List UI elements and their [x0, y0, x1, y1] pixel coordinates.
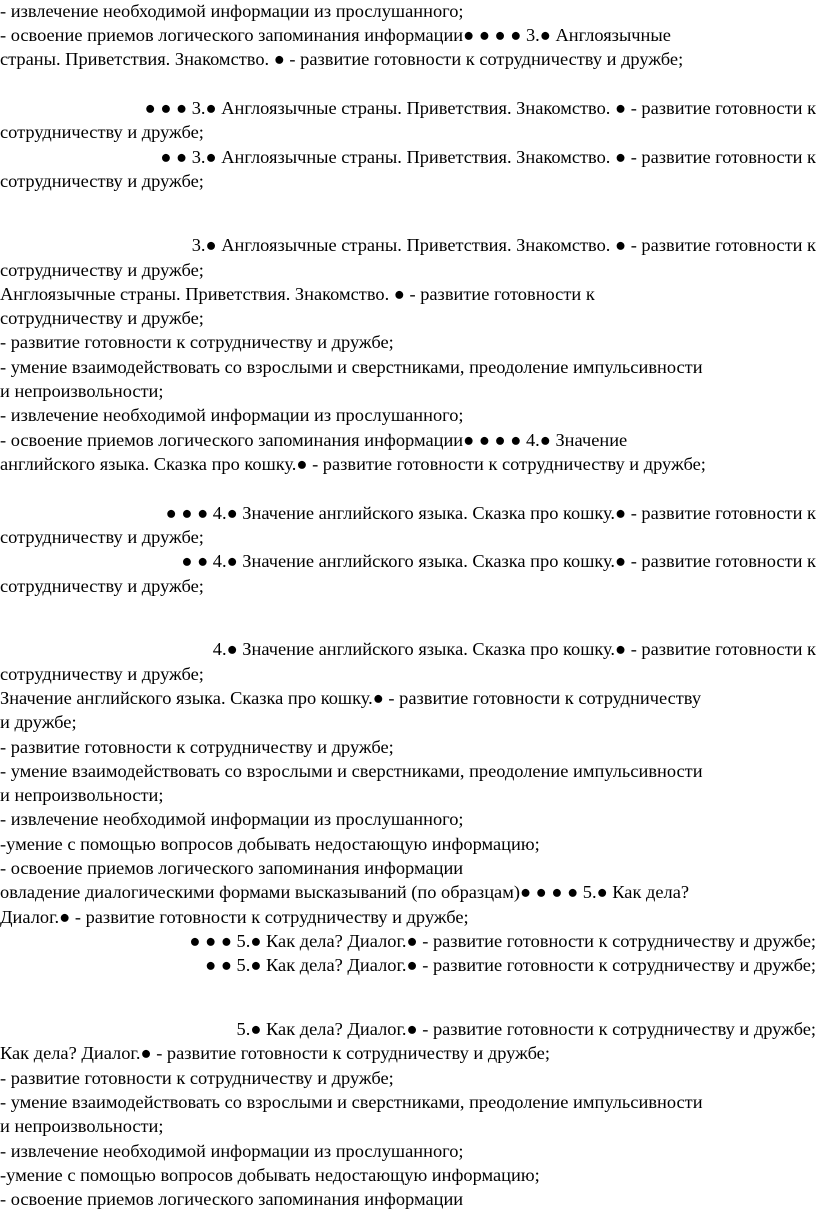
text-line: - извлечение необходимой информации из прослушанного; — [0, 809, 464, 829]
text-line: - развитие готовности к сотрудничеству и дружбе; — [0, 737, 394, 757]
text-line: 3.● Англоязычные страны. Приветствия. Знакомство. ● - развитие готовности к — [191, 235, 816, 255]
text-line: и непроизвольности; — [0, 381, 164, 401]
text-line: сотрудничеству и дружбе; — [0, 664, 204, 684]
text-line: и непроизвольности; — [0, 785, 164, 805]
text-line: сотрудничеству и дружбе; — [0, 527, 204, 547]
text-line: сотрудничеству и дружбе; — [0, 122, 204, 142]
text-line: ● ● ● 3.● Англоязычные страны. Приветствия. Знакомство. ● - развитие готовности к — [144, 98, 816, 118]
text-line: ● ● 5.● Как дела? Диалог.● - развитие готовности к сотрудничеству и дружбе; — [205, 955, 816, 975]
text-line: - развитие готовности к сотрудничеству и дружбе; — [0, 332, 394, 352]
text-line: -умение с помощью вопросов добывать недостающую информацию; — [0, 1165, 540, 1185]
text-line: овладение диалогическими формами высказываний (по образцам)● ● ● ● 5.● Как дела? — [0, 882, 690, 902]
text-line: 4.● Значение английского языка. Сказка про кошку.● - развитие готовности к — [212, 639, 816, 659]
text-line: - освоение приемов логического запоминания информации — [0, 858, 464, 878]
text-line: Диалог.● - развитие готовности к сотрудничеству и дружбе; — [0, 907, 469, 927]
text-line: - умение взаимодействовать со взрослыми и сверстниками, преодоление импульсивности — [0, 761, 703, 781]
text-line: ● ● 3.● Англоязычные страны. Приветствия. Знакомство. ● - развитие готовности к — [160, 147, 816, 167]
text-line: - извлечение необходимой информации из прослушанного; — [0, 405, 464, 425]
text-line: сотрудничеству и дружбе; — [0, 260, 204, 280]
text-line: - умение взаимодействовать со взрослыми и сверстниками, преодоление импульсивности — [0, 357, 703, 377]
text-line: Значение английского языка. Сказка про кошку.● - развитие готовности к сотрудничеству — [0, 688, 702, 708]
text-line: ● ● ● 4.● Значение английского языка. Сказка про кошку.● - развитие готовности к — [165, 503, 816, 523]
text-line: английского языка. Сказка про кошку.● - развитие готовности к сотрудничеству и дружбе; — [0, 454, 706, 474]
text-line: Как дела? Диалог.● - развитие готовности к сотрудничеству и дружбе; — [0, 1043, 550, 1063]
text-line: сотрудничеству и дружбе; — [0, 308, 204, 328]
text-line: ● ● ● 5.● Как дела? Диалог.● - развитие готовности к сотрудничеству и дружбе; — [189, 931, 816, 951]
text-line: Англоязычные страны. Приветствия. Знакомство. ● - развитие готовности к — [0, 284, 595, 304]
text-line: страны. Приветствия. Знакомство. ● - развитие готовности к сотрудничеству и дружбе; — [0, 49, 684, 69]
text-line: - умение взаимодействовать со взрослыми и сверстниками, преодоление импульсивности — [0, 1092, 703, 1112]
text-line: сотрудничеству и дружбе; — [0, 576, 204, 596]
text-line: ● ● 4.● Значение английского языка. Сказка про кошку.● - развитие готовности к — [181, 551, 816, 571]
text-line: - извлечение необходимой информации из прослушанного; — [0, 1141, 464, 1161]
text-line: - освоение приемов логического запоминания информации● ● ● ● 4.● Значение — [0, 430, 628, 450]
text-line: - освоение приемов логического запоминания информации● ● ● ● 3.● Англоязычные — [0, 25, 671, 45]
text-line: и непроизвольности; — [0, 1116, 164, 1136]
text-line: - извлечение необходимой информации из прослушанного; — [0, 1, 464, 21]
text-line: 5.● Как дела? Диалог.● - развитие готовности к сотрудничеству и дружбе; — [236, 1019, 816, 1039]
text-line: - развитие готовности к сотрудничеству и дружбе; — [0, 1068, 394, 1088]
text-line: - освоение приемов логического запоминания информации — [0, 1189, 464, 1209]
text-line: сотрудничеству и дружбе; — [0, 171, 204, 191]
text-line: и дружбе; — [0, 712, 77, 732]
text-line: -умение с помощью вопросов добывать недостающую информацию; — [0, 834, 540, 854]
